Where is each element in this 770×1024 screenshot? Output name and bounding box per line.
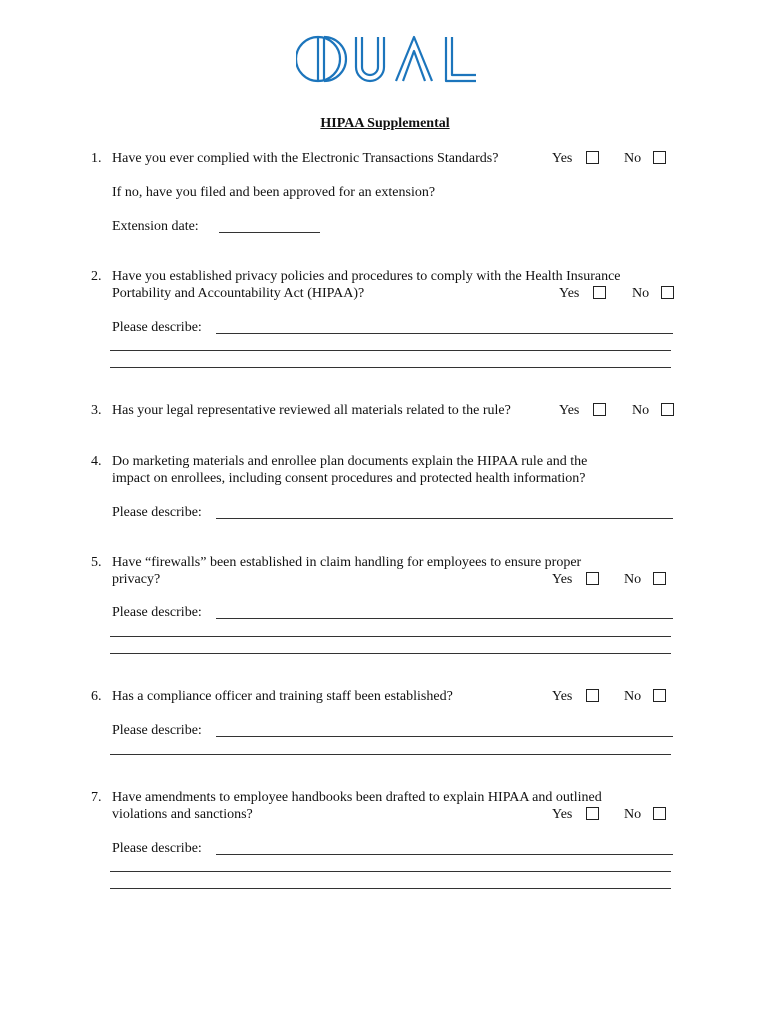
question-text: Have “firewalls” been established in claim handling for employees to ensure proper	[112, 555, 582, 570]
no-label: No	[624, 151, 642, 166]
describe-line[interactable]	[110, 367, 671, 368]
describe-label: Please describe:	[112, 841, 202, 856]
question-number: 2.	[91, 269, 102, 284]
question-text: Portability and Accountability Act (HIPAA)?	[112, 286, 365, 301]
q3-yes-checkbox[interactable]	[593, 403, 606, 416]
no-label: No	[624, 572, 642, 587]
describe-line[interactable]	[216, 736, 673, 737]
question-text: violations and sanctions?	[112, 807, 253, 822]
question-text: Has a compliance officer and training staff been established?	[112, 689, 453, 704]
describe-line[interactable]	[110, 653, 671, 654]
describe-label: Please describe:	[112, 605, 202, 620]
no-label: No	[632, 403, 650, 418]
question-text: Has your legal representative reviewed all materials related to the rule?	[112, 403, 511, 418]
question-number: 1.	[91, 151, 102, 166]
q7-no-checkbox[interactable]	[653, 807, 666, 820]
question-text: Have amendments to employee handbooks been drafted to explain HIPAA and outlined	[112, 790, 602, 805]
q1-no-checkbox[interactable]	[653, 151, 666, 164]
question-text: Do marketing materials and enrollee plan documents explain the HIPAA rule and the	[112, 454, 588, 469]
no-label: No	[624, 807, 642, 822]
describe-line[interactable]	[216, 618, 673, 619]
question-text: Have you ever complied with the Electronic Transactions Standards?	[112, 151, 499, 166]
q5-yes-checkbox[interactable]	[586, 572, 599, 585]
extension-label: Extension date:	[112, 219, 199, 234]
page-title: HIPAA Supplemental	[320, 116, 450, 131]
q6-yes-checkbox[interactable]	[586, 689, 599, 702]
q6-no-checkbox[interactable]	[653, 689, 666, 702]
describe-label: Please describe:	[112, 320, 202, 335]
describe-line[interactable]	[110, 888, 671, 889]
describe-label: Please describe:	[112, 723, 202, 738]
q1-yes-checkbox[interactable]	[586, 151, 599, 164]
q2-no-checkbox[interactable]	[661, 286, 674, 299]
extension-date-field[interactable]	[219, 232, 320, 233]
q3-no-checkbox[interactable]	[661, 403, 674, 416]
question-number: 7.	[91, 790, 102, 805]
describe-line[interactable]	[216, 854, 673, 855]
question-number: 4.	[91, 454, 102, 469]
no-label: No	[632, 286, 650, 301]
yes-label: Yes	[552, 572, 573, 587]
question-text: Have you established privacy policies and procedures to comply with the Health Insurance	[112, 269, 621, 284]
q2-yes-checkbox[interactable]	[593, 286, 606, 299]
followup-text: If no, have you filed and been approved for an extension?	[112, 185, 436, 200]
describe-line[interactable]	[110, 636, 671, 637]
describe-line[interactable]	[216, 518, 673, 519]
yes-label: Yes	[552, 689, 573, 704]
question-number: 5.	[91, 555, 102, 570]
yes-label: Yes	[552, 807, 573, 822]
question-number: 3.	[91, 403, 102, 418]
question-text: privacy?	[112, 572, 161, 587]
describe-label: Please describe:	[112, 505, 202, 520]
describe-line[interactable]	[216, 333, 673, 334]
describe-line[interactable]	[110, 871, 671, 872]
describe-line[interactable]	[110, 754, 671, 755]
no-label: No	[624, 689, 642, 704]
dual-logo	[296, 33, 480, 85]
q7-yes-checkbox[interactable]	[586, 807, 599, 820]
question-number: 6.	[91, 689, 102, 704]
yes-label: Yes	[559, 286, 580, 301]
yes-label: Yes	[559, 403, 580, 418]
describe-line[interactable]	[110, 350, 671, 351]
yes-label: Yes	[552, 151, 573, 166]
q5-no-checkbox[interactable]	[653, 572, 666, 585]
question-text: impact on enrollees, including consent procedures and protected health information?	[112, 471, 586, 486]
